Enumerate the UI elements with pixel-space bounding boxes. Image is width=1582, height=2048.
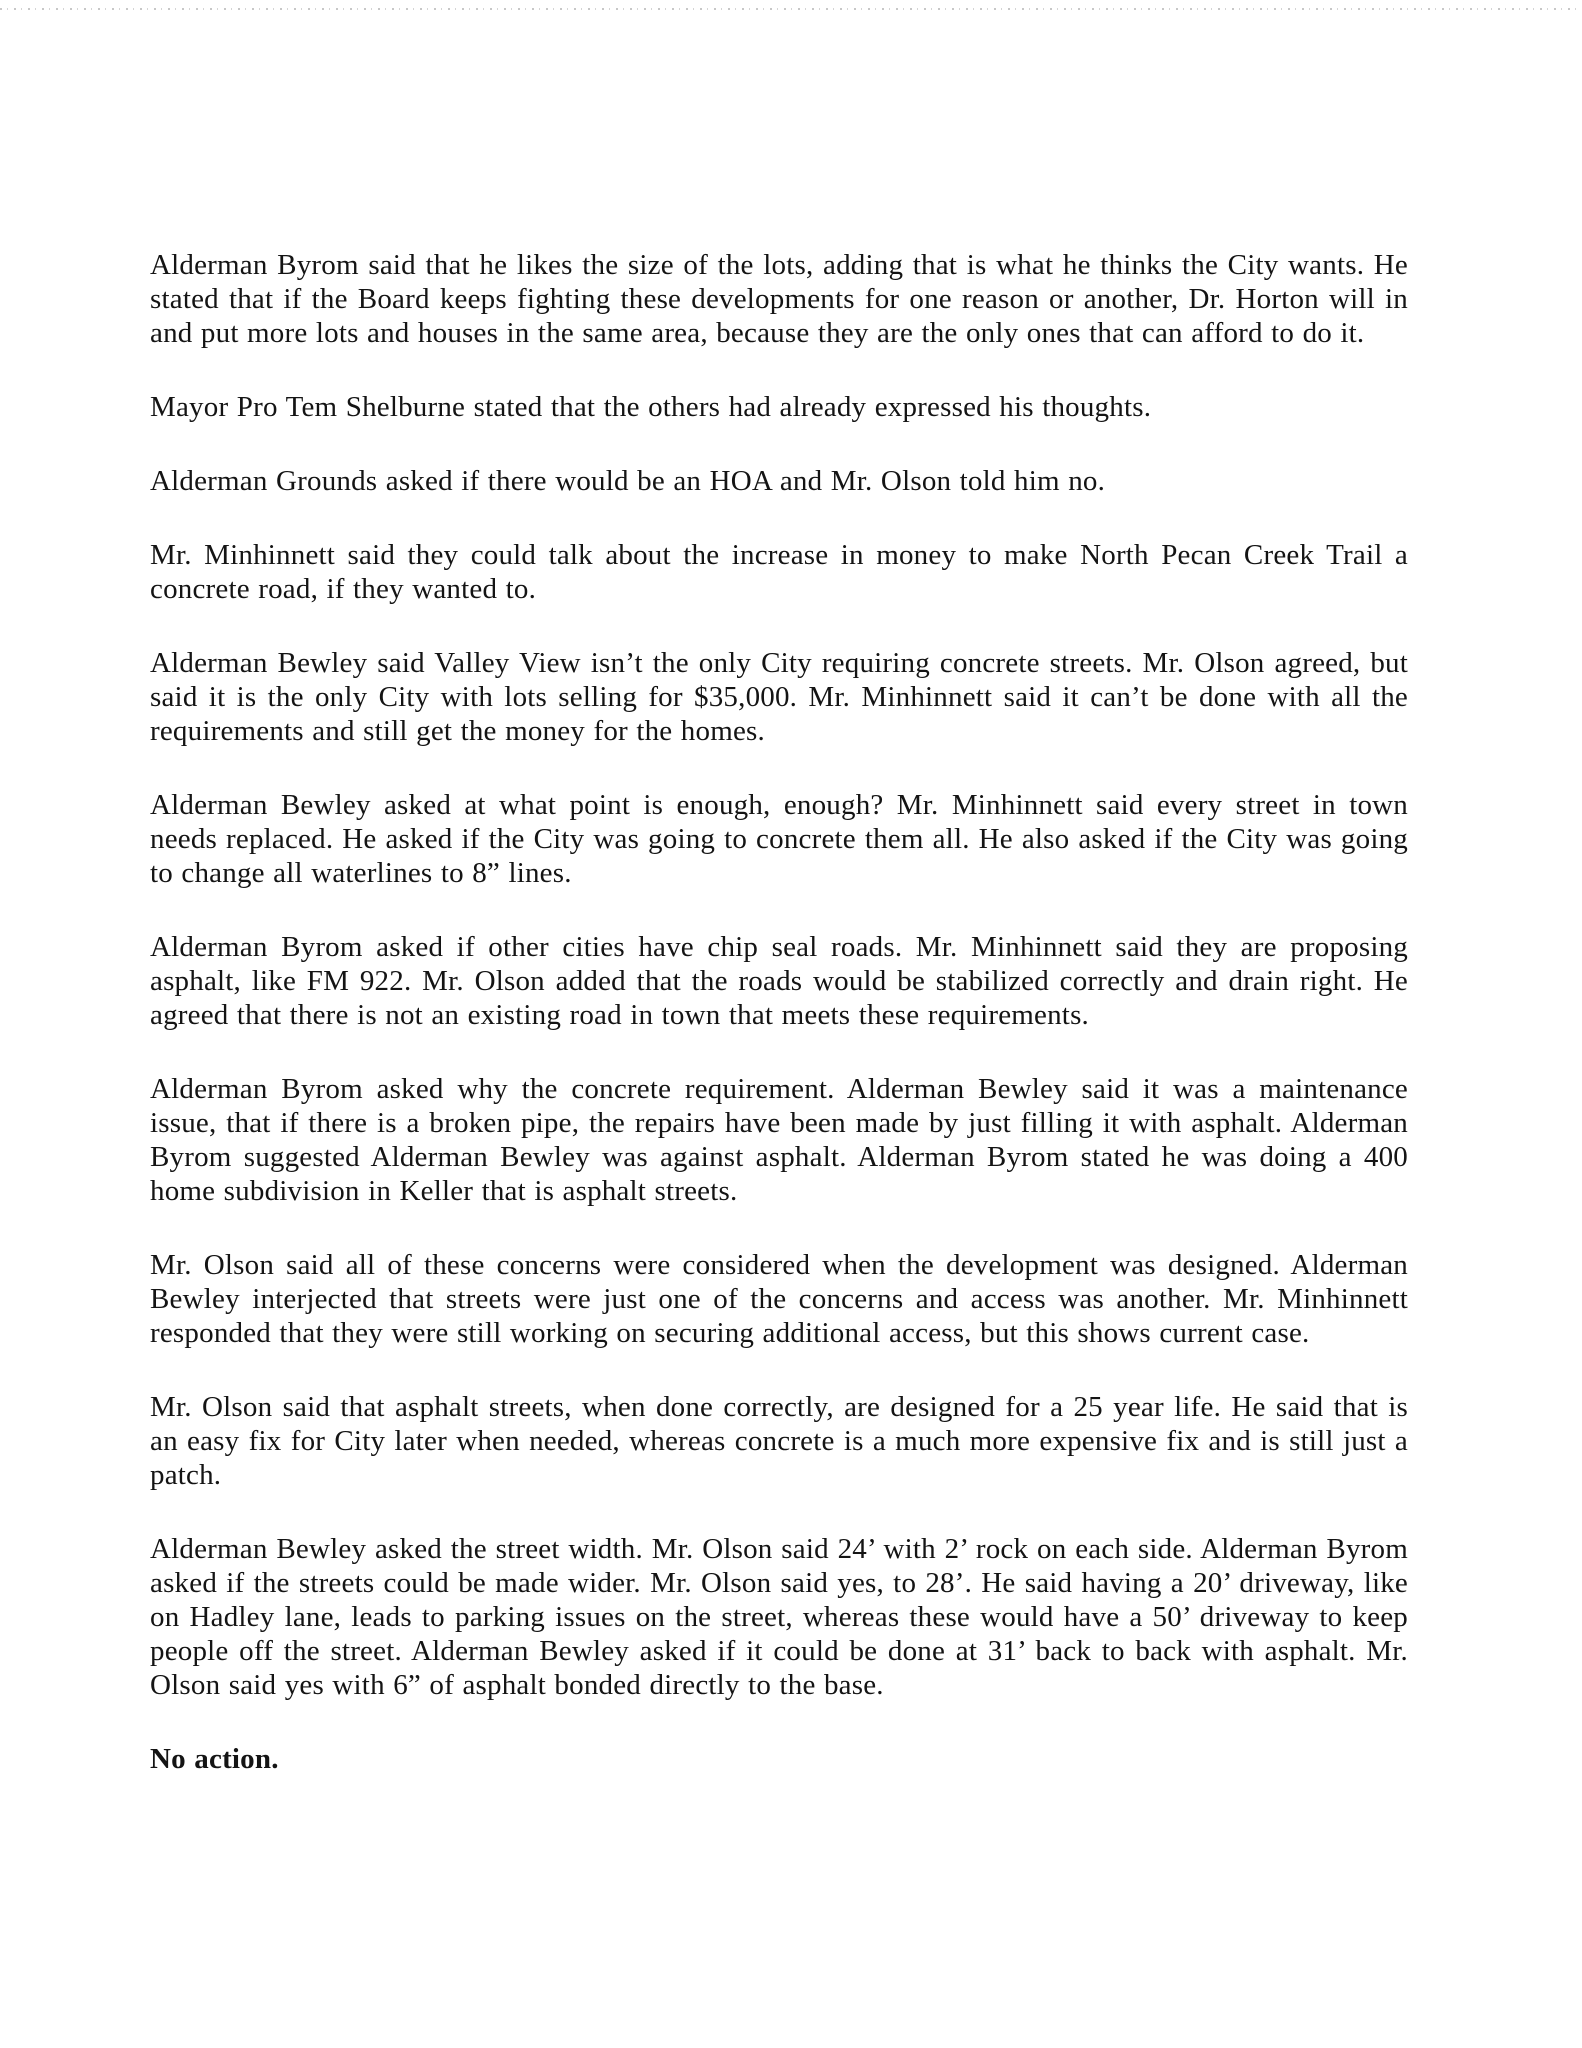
paragraph-byrom-chip-seal: Alderman Byrom asked if other cities have chip seal roads. Mr. Minhinnett said they are proposing asphalt, like FM 922. Mr. Olson added that the roads would be stabilized correctly and drain right. He agreed that there is not an existing road in town that meets these requirements.	[150, 931, 1408, 1031]
paragraph-olson-concerns: Mr. Olson said all of these concerns were considered when the development was designed. Alderman Bewley interjected that streets were just one of the concerns and access was another. Mr. Minhinnett responded that they were still working on securing additional access, but this shows current case.	[150, 1249, 1408, 1349]
paragraph-shelburne-thoughts: Mayor Pro Tem Shelburne stated that the others had already expressed his thoughts.	[150, 391, 1152, 423]
paragraph-byrom-concrete-requirement: Alderman Byrom asked why the concrete requirement. Alderman Bewley said it was a maintenance issue, that if there is a broken pipe, the repairs have been made by just filling it with asphalt. Alderman Byrom suggested Alderman Bewley was against asphalt. Alderman Byrom stated he was doing a 400 home subdivision in Keller that is asphalt streets.	[150, 1073, 1408, 1207]
paragraph-bewley-valley-view: Alderman Bewley said Valley View isn’t the only City requiring concrete streets. Mr. Olson agreed, but said it is the only City with lots selling for $35,000. Mr. Minhinnett said it can’t be done with all the requirements and still get the money for the homes.	[150, 647, 1408, 747]
document-body	[150, 248, 1408, 1776]
paragraph-byrom-lot-size: Alderman Byrom said that he likes the size of the lots, adding that is what he thinks the City wants. He stated that if the Board keeps fighting these developments for one reason or another, Dr. Horton will in and put more lots and houses in the same area, because they are the only ones that can afford to do it.	[150, 249, 1408, 349]
paragraph-grounds-hoa: Alderman Grounds asked if there would be an HOA and Mr. Olson told him no.	[150, 465, 1106, 497]
paragraph-olson-asphalt-life: Mr. Olson said that asphalt streets, when done correctly, are designed for a 25 year life. He said that is an easy fix for City later when needed, whereas concrete is a much more expensive fix and is still just a patch.	[150, 1391, 1408, 1491]
scan-artifact-line	[0, 8, 1582, 10]
no-action-statement: No action.	[150, 1743, 279, 1775]
paragraph-bewley-enough: Alderman Bewley asked at what point is enough, enough? Mr. Minhinnett said every street in town needs replaced. He asked if the City was going to concrete them all. He also asked if the City was going to change all waterlines to 8” lines.	[150, 789, 1408, 889]
paragraph-bewley-street-width: Alderman Bewley asked the street width. Mr. Olson said 24’ with 2’ rock on each side. Alderman Byrom asked if the streets could be made wider. Mr. Olson said yes, to 28’. He said having a 20’ driveway, like on Hadley lane, leads to parking issues on the street, whereas these would have a 50’ driveway to keep people off the street. Alderman Bewley asked if it could be done at 31’ back to back with asphalt. Mr. Olson said yes with 6” of asphalt bonded directly to the base.	[150, 1533, 1408, 1701]
paragraph-minhinnett-money: Mr. Minhinnett said they could talk about the increase in money to make North Pecan Creek Trail a concrete road, if they wanted to.	[150, 539, 1408, 605]
